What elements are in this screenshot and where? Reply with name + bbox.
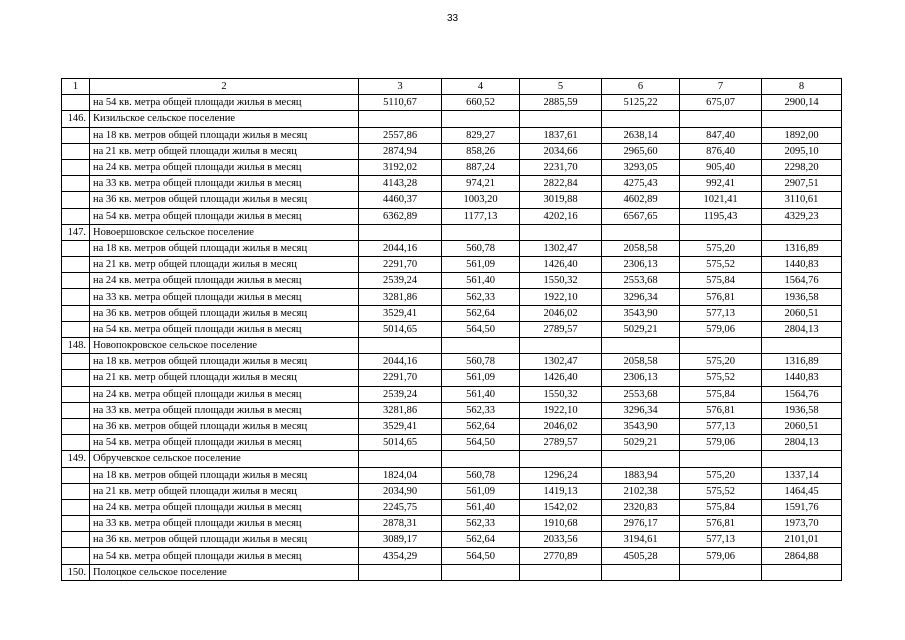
row-number-cell xyxy=(62,257,90,273)
row-number-cell xyxy=(62,95,90,111)
value-cell-col6: 3296,34 xyxy=(602,402,680,418)
section-number: 148. xyxy=(62,338,90,354)
section-title: Новопокровское сельское поселение xyxy=(90,338,359,354)
value-cell-col4: 974,21 xyxy=(442,176,520,192)
section-row xyxy=(62,451,842,467)
value-cell-col8: 3110,61 xyxy=(762,192,842,208)
value-cell-col4: 560,78 xyxy=(442,467,520,483)
row-description: на 36 кв. метров общей площади жилья в месяц xyxy=(90,418,359,434)
header-cell-8: 8 xyxy=(762,79,842,95)
value-cell-col3: 2034,90 xyxy=(359,483,442,499)
value-cell-col5: 2033,56 xyxy=(520,532,602,548)
value-cell-col7: 905,40 xyxy=(680,159,762,175)
section-row xyxy=(62,338,842,354)
value-cell-col3: 2878,31 xyxy=(359,516,442,532)
value-cell-col4: 562,64 xyxy=(442,305,520,321)
value-cell-col7: 575,84 xyxy=(680,273,762,289)
row-description: на 36 кв. метров общей площади жилья в месяц xyxy=(90,305,359,321)
empty-cell xyxy=(602,338,680,354)
value-cell-col3: 5014,65 xyxy=(359,321,442,337)
value-cell-col5: 3019,88 xyxy=(520,192,602,208)
row-description: на 24 кв. метра общей площади жилья в месяц xyxy=(90,159,359,175)
value-cell-col4: 564,50 xyxy=(442,435,520,451)
value-cell-col7: 1021,41 xyxy=(680,192,762,208)
row-number-cell xyxy=(62,532,90,548)
value-cell-col8: 1440,83 xyxy=(762,257,842,273)
value-cell-col3: 4143,28 xyxy=(359,176,442,192)
row-description: на 36 кв. метров общей площади жилья в месяц xyxy=(90,192,359,208)
row-number-cell xyxy=(62,305,90,321)
value-cell-col4: 564,50 xyxy=(442,321,520,337)
value-cell-col4: 1003,20 xyxy=(442,192,520,208)
value-cell-col3: 2245,75 xyxy=(359,499,442,515)
header-cell-4: 4 xyxy=(442,79,520,95)
value-cell-col6: 2306,13 xyxy=(602,257,680,273)
row-number-cell xyxy=(62,499,90,515)
value-cell-col6: 2638,14 xyxy=(602,127,680,143)
value-cell-col7: 575,52 xyxy=(680,370,762,386)
table-row xyxy=(62,321,842,337)
value-cell-col5: 2046,02 xyxy=(520,305,602,321)
value-cell-col3: 2557,86 xyxy=(359,127,442,143)
table-row xyxy=(62,240,842,256)
section-title: Кизильское сельское поселение xyxy=(90,111,359,127)
value-cell-col5: 1910,68 xyxy=(520,516,602,532)
page-number: 33 xyxy=(446,13,459,24)
value-cell-col3: 6362,89 xyxy=(359,208,442,224)
value-cell-col8: 2804,13 xyxy=(762,321,842,337)
section-number: 146. xyxy=(62,111,90,127)
value-cell-col5: 1542,02 xyxy=(520,499,602,515)
header-cell-1: 1 xyxy=(62,79,90,95)
section-number: 147. xyxy=(62,224,90,240)
value-cell-col7: 992,41 xyxy=(680,176,762,192)
value-cell-col8: 1973,70 xyxy=(762,516,842,532)
value-cell-col8: 1316,89 xyxy=(762,354,842,370)
empty-cell xyxy=(359,338,442,354)
value-cell-col4: 561,09 xyxy=(442,370,520,386)
value-cell-col8: 2900,14 xyxy=(762,95,842,111)
value-cell-col6: 6567,65 xyxy=(602,208,680,224)
value-cell-col6: 2320,83 xyxy=(602,499,680,515)
value-cell-col6: 2965,60 xyxy=(602,143,680,159)
value-cell-col3: 3089,17 xyxy=(359,532,442,548)
row-number-cell xyxy=(62,467,90,483)
value-cell-col6: 5125,22 xyxy=(602,95,680,111)
header-cell-3: 3 xyxy=(359,79,442,95)
table-row xyxy=(62,548,842,564)
empty-cell xyxy=(602,564,680,580)
value-cell-col3: 2291,70 xyxy=(359,370,442,386)
value-cell-col8: 2101,01 xyxy=(762,532,842,548)
value-cell-col8: 1936,58 xyxy=(762,289,842,305)
value-cell-col3: 5110,67 xyxy=(359,95,442,111)
value-cell-col7: 847,40 xyxy=(680,127,762,143)
value-cell-col7: 1195,43 xyxy=(680,208,762,224)
value-cell-col4: 562,64 xyxy=(442,532,520,548)
value-cell-col8: 4329,23 xyxy=(762,208,842,224)
table-row xyxy=(62,176,842,192)
table-body xyxy=(62,79,842,581)
value-cell-col4: 1177,13 xyxy=(442,208,520,224)
value-cell-col3: 1824,04 xyxy=(359,467,442,483)
value-cell-col4: 561,40 xyxy=(442,499,520,515)
header-cell-5: 5 xyxy=(520,79,602,95)
header-cell-2: 2 xyxy=(90,79,359,95)
value-cell-col5: 1419,13 xyxy=(520,483,602,499)
value-cell-col6: 3296,34 xyxy=(602,289,680,305)
empty-cell xyxy=(442,111,520,127)
value-cell-col3: 2044,16 xyxy=(359,354,442,370)
row-description: на 21 кв. метр общей площади жилья в месяц xyxy=(90,257,359,273)
value-cell-col3: 3529,41 xyxy=(359,418,442,434)
row-number-cell xyxy=(62,289,90,305)
value-cell-col4: 562,64 xyxy=(442,418,520,434)
table-row xyxy=(62,159,842,175)
row-number-cell xyxy=(62,386,90,402)
value-cell-col4: 560,78 xyxy=(442,240,520,256)
value-cell-col6: 3194,61 xyxy=(602,532,680,548)
empty-cell xyxy=(602,451,680,467)
value-cell-col8: 1936,58 xyxy=(762,402,842,418)
value-cell-col6: 5029,21 xyxy=(602,321,680,337)
value-cell-col6: 2306,13 xyxy=(602,370,680,386)
empty-cell xyxy=(520,111,602,127)
value-cell-col8: 1316,89 xyxy=(762,240,842,256)
empty-cell xyxy=(762,451,842,467)
empty-cell xyxy=(762,111,842,127)
row-description: на 54 кв. метра общей площади жилья в месяц xyxy=(90,208,359,224)
row-description: на 54 кв. метра общей площади жилья в месяц xyxy=(90,548,359,564)
value-cell-col3: 2291,70 xyxy=(359,257,442,273)
value-cell-col6: 2102,38 xyxy=(602,483,680,499)
value-cell-col7: 575,84 xyxy=(680,386,762,402)
value-cell-col7: 576,81 xyxy=(680,516,762,532)
empty-cell xyxy=(680,224,762,240)
value-cell-col7: 575,52 xyxy=(680,483,762,499)
value-cell-col3: 3281,86 xyxy=(359,289,442,305)
value-cell-col4: 858,26 xyxy=(442,143,520,159)
empty-cell xyxy=(602,224,680,240)
empty-cell xyxy=(359,451,442,467)
table-row xyxy=(62,532,842,548)
value-cell-col6: 3293,05 xyxy=(602,159,680,175)
empty-cell xyxy=(520,338,602,354)
row-number-cell xyxy=(62,435,90,451)
value-cell-col5: 2231,70 xyxy=(520,159,602,175)
value-cell-col5: 1550,32 xyxy=(520,273,602,289)
value-cell-col8: 2907,51 xyxy=(762,176,842,192)
row-description: на 24 кв. метра общей площади жилья в месяц xyxy=(90,386,359,402)
section-number: 149. xyxy=(62,451,90,467)
empty-cell xyxy=(680,111,762,127)
section-title: Новоершовское сельское поселение xyxy=(90,224,359,240)
table-row xyxy=(62,402,842,418)
value-cell-col4: 561,40 xyxy=(442,273,520,289)
row-number-cell xyxy=(62,159,90,175)
row-number-cell xyxy=(62,143,90,159)
value-cell-col4: 562,33 xyxy=(442,516,520,532)
value-cell-col5: 1302,47 xyxy=(520,240,602,256)
value-cell-col6: 4275,43 xyxy=(602,176,680,192)
value-cell-col7: 575,20 xyxy=(680,354,762,370)
empty-cell xyxy=(359,224,442,240)
value-cell-col7: 675,07 xyxy=(680,95,762,111)
section-title: Полоцкое сельское поселение xyxy=(90,564,359,580)
row-number-cell xyxy=(62,516,90,532)
value-cell-col7: 579,06 xyxy=(680,321,762,337)
value-cell-col6: 2058,58 xyxy=(602,240,680,256)
value-cell-col5: 1296,24 xyxy=(520,467,602,483)
table-row xyxy=(62,418,842,434)
section-number: 150. xyxy=(62,564,90,580)
table-row xyxy=(62,467,842,483)
value-cell-col4: 562,33 xyxy=(442,289,520,305)
value-cell-col6: 2058,58 xyxy=(602,354,680,370)
value-cell-col3: 4354,29 xyxy=(359,548,442,564)
table-row xyxy=(62,257,842,273)
value-cell-col7: 576,81 xyxy=(680,289,762,305)
value-cell-col7: 575,52 xyxy=(680,257,762,273)
table-row xyxy=(62,499,842,515)
row-description: на 21 кв. метр общей площади жилья в месяц xyxy=(90,483,359,499)
table-row xyxy=(62,127,842,143)
value-cell-col7: 577,13 xyxy=(680,418,762,434)
value-cell-col7: 575,20 xyxy=(680,467,762,483)
empty-cell xyxy=(762,338,842,354)
value-cell-col4: 560,78 xyxy=(442,354,520,370)
row-number-cell xyxy=(62,208,90,224)
row-number-cell xyxy=(62,548,90,564)
value-cell-col3: 5014,65 xyxy=(359,435,442,451)
value-cell-col8: 1892,00 xyxy=(762,127,842,143)
table-row xyxy=(62,273,842,289)
header-cell-7: 7 xyxy=(680,79,762,95)
empty-cell xyxy=(442,224,520,240)
section-row xyxy=(62,224,842,240)
row-number-cell xyxy=(62,354,90,370)
value-cell-col6: 1883,94 xyxy=(602,467,680,483)
empty-cell xyxy=(442,564,520,580)
value-cell-col7: 577,13 xyxy=(680,305,762,321)
row-number-cell xyxy=(62,483,90,499)
value-cell-col8: 2060,51 xyxy=(762,418,842,434)
row-description: на 24 кв. метра общей площади жилья в месяц xyxy=(90,273,359,289)
value-cell-col5: 4202,16 xyxy=(520,208,602,224)
value-cell-col6: 4602,89 xyxy=(602,192,680,208)
value-cell-col5: 1550,32 xyxy=(520,386,602,402)
empty-cell xyxy=(680,564,762,580)
row-number-cell xyxy=(62,176,90,192)
row-description: на 18 кв. метров общей площади жилья в месяц xyxy=(90,467,359,483)
value-cell-col3: 2874,94 xyxy=(359,143,442,159)
row-number-cell xyxy=(62,240,90,256)
empty-cell xyxy=(359,111,442,127)
value-cell-col7: 579,06 xyxy=(680,435,762,451)
value-cell-col4: 561,09 xyxy=(442,257,520,273)
value-cell-col4: 829,27 xyxy=(442,127,520,143)
value-cell-col3: 4460,37 xyxy=(359,192,442,208)
empty-cell xyxy=(602,111,680,127)
value-cell-col3: 2539,24 xyxy=(359,386,442,402)
value-cell-col6: 5029,21 xyxy=(602,435,680,451)
value-cell-col6: 2553,68 xyxy=(602,386,680,402)
row-number-cell xyxy=(62,192,90,208)
value-cell-col5: 2770,89 xyxy=(520,548,602,564)
empty-cell xyxy=(442,451,520,467)
row-description: на 33 кв. метра общей площади жилья в месяц xyxy=(90,516,359,532)
row-description: на 18 кв. метров общей площади жилья в месяц xyxy=(90,127,359,143)
value-cell-col8: 1564,76 xyxy=(762,273,842,289)
value-cell-col7: 575,84 xyxy=(680,499,762,515)
value-cell-col8: 1464,45 xyxy=(762,483,842,499)
value-cell-col6: 2553,68 xyxy=(602,273,680,289)
table-row xyxy=(62,483,842,499)
value-cell-col8: 1564,76 xyxy=(762,386,842,402)
value-cell-col4: 561,09 xyxy=(442,483,520,499)
value-cell-col6: 3543,90 xyxy=(602,418,680,434)
value-cell-col5: 1837,61 xyxy=(520,127,602,143)
empty-cell xyxy=(520,564,602,580)
value-cell-col4: 887,24 xyxy=(442,159,520,175)
table-row xyxy=(62,289,842,305)
value-cell-col3: 2539,24 xyxy=(359,273,442,289)
row-number-cell xyxy=(62,321,90,337)
value-cell-col3: 3192,02 xyxy=(359,159,442,175)
table-row xyxy=(62,143,842,159)
row-number-cell xyxy=(62,127,90,143)
table-row xyxy=(62,192,842,208)
value-cell-col8: 1337,14 xyxy=(762,467,842,483)
table-row xyxy=(62,208,842,224)
value-cell-col5: 2789,57 xyxy=(520,435,602,451)
empty-cell xyxy=(359,564,442,580)
value-cell-col5: 1922,10 xyxy=(520,289,602,305)
empty-cell xyxy=(762,564,842,580)
empty-cell xyxy=(520,224,602,240)
value-cell-col5: 2822,84 xyxy=(520,176,602,192)
row-number-cell xyxy=(62,402,90,418)
value-cell-col6: 4505,28 xyxy=(602,548,680,564)
row-description: на 33 кв. метра общей площади жилья в месяц xyxy=(90,289,359,305)
value-cell-col8: 2095,10 xyxy=(762,143,842,159)
row-description: на 54 кв. метра общей площади жилья в месяц xyxy=(90,321,359,337)
value-cell-col7: 579,06 xyxy=(680,548,762,564)
value-cell-col8: 2298,20 xyxy=(762,159,842,175)
row-description: на 36 кв. метров общей площади жилья в месяц xyxy=(90,532,359,548)
tariff-table xyxy=(61,78,842,581)
empty-cell xyxy=(442,338,520,354)
value-cell-col7: 577,13 xyxy=(680,532,762,548)
value-cell-col5: 1426,40 xyxy=(520,257,602,273)
table-row xyxy=(62,95,842,111)
value-cell-col4: 562,33 xyxy=(442,402,520,418)
value-cell-col4: 660,52 xyxy=(442,95,520,111)
value-cell-col8: 2804,13 xyxy=(762,435,842,451)
table-row xyxy=(62,305,842,321)
value-cell-col8: 2060,51 xyxy=(762,305,842,321)
row-description: на 21 кв. метр общей площади жилья в месяц xyxy=(90,370,359,386)
value-cell-col6: 3543,90 xyxy=(602,305,680,321)
row-description: на 24 кв. метра общей площади жилья в месяц xyxy=(90,499,359,515)
empty-cell xyxy=(680,451,762,467)
row-description: на 33 кв. метра общей площади жилья в месяц xyxy=(90,402,359,418)
section-row xyxy=(62,564,842,580)
section-row xyxy=(62,111,842,127)
value-cell-col3: 3281,86 xyxy=(359,402,442,418)
value-cell-col7: 876,40 xyxy=(680,143,762,159)
section-title: Обручевское сельское поселение xyxy=(90,451,359,467)
row-description: на 33 кв. метра общей площади жилья в месяц xyxy=(90,176,359,192)
value-cell-col7: 576,81 xyxy=(680,402,762,418)
row-number-cell xyxy=(62,418,90,434)
row-number-cell xyxy=(62,370,90,386)
value-cell-col5: 1426,40 xyxy=(520,370,602,386)
value-cell-col4: 561,40 xyxy=(442,386,520,402)
table-row xyxy=(62,516,842,532)
row-description: на 54 кв. метра общей площади жилья в месяц xyxy=(90,435,359,451)
value-cell-col8: 1591,76 xyxy=(762,499,842,515)
value-cell-col5: 2046,02 xyxy=(520,418,602,434)
row-description: на 18 кв. метров общей площади жилья в месяц xyxy=(90,354,359,370)
value-cell-col3: 2044,16 xyxy=(359,240,442,256)
value-cell-col5: 2789,57 xyxy=(520,321,602,337)
empty-cell xyxy=(762,224,842,240)
value-cell-col5: 1302,47 xyxy=(520,354,602,370)
table-header-row xyxy=(62,79,842,95)
empty-cell xyxy=(680,338,762,354)
value-cell-col4: 564,50 xyxy=(442,548,520,564)
value-cell-col3: 3529,41 xyxy=(359,305,442,321)
row-description: на 18 кв. метров общей площади жилья в месяц xyxy=(90,240,359,256)
value-cell-col5: 2885,59 xyxy=(520,95,602,111)
value-cell-col5: 2034,66 xyxy=(520,143,602,159)
row-description: на 21 кв. метр общей площади жилья в месяц xyxy=(90,143,359,159)
value-cell-col8: 2864,88 xyxy=(762,548,842,564)
table-row xyxy=(62,435,842,451)
empty-cell xyxy=(520,451,602,467)
value-cell-col5: 1922,10 xyxy=(520,402,602,418)
table-row xyxy=(62,354,842,370)
table-row xyxy=(62,370,842,386)
table-row xyxy=(62,386,842,402)
row-description: на 54 кв. метра общей площади жилья в месяц xyxy=(90,95,359,111)
row-number-cell xyxy=(62,273,90,289)
value-cell-col6: 2976,17 xyxy=(602,516,680,532)
header-cell-6: 6 xyxy=(602,79,680,95)
value-cell-col7: 575,20 xyxy=(680,240,762,256)
value-cell-col8: 1440,83 xyxy=(762,370,842,386)
